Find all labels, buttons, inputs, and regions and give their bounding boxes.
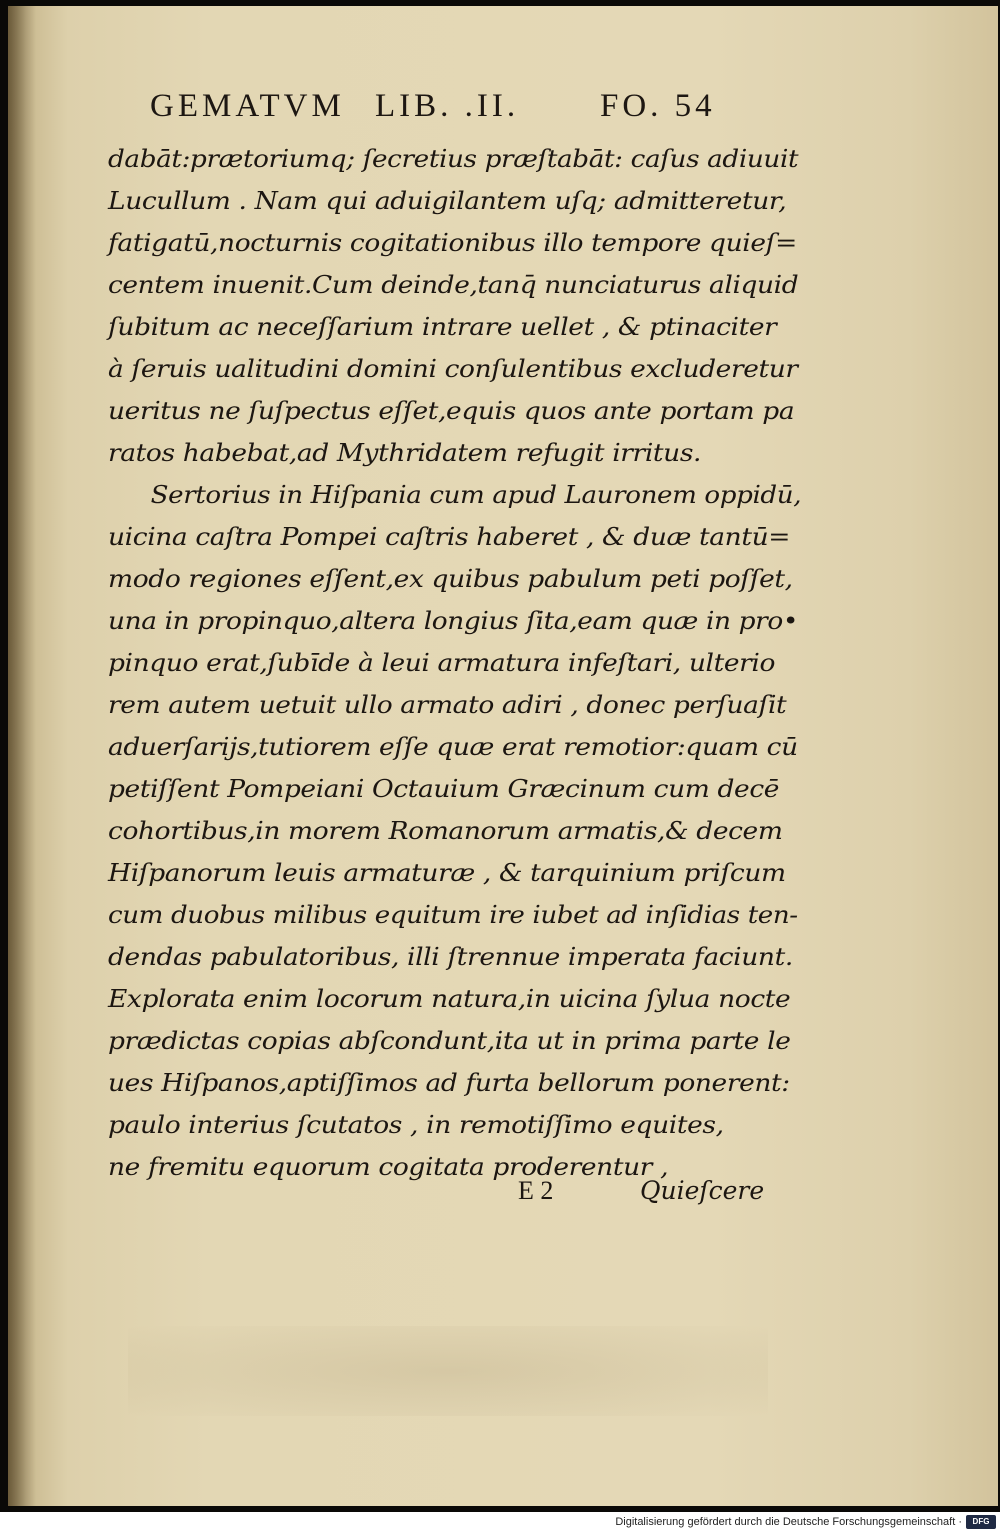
text-block [108, 138, 802, 1188]
text-line: cum duobus milibus equitum ire iubet ad inſidias ten- [108, 900, 798, 929]
text-line: paulo interius ſcutatos , in remotiſſimo equites, [108, 1110, 724, 1139]
text-line: ne fremitu equorum cogitata proderentur , [108, 1152, 669, 1181]
running-title: GEMATVM [150, 88, 345, 124]
text-line: dabāt:prætoriumq; ſecretius præſtabāt: caſus adiuuit [108, 144, 799, 173]
text-line: una in propinquo,altera longius ſita,eam quæ in pro• [108, 606, 799, 635]
catchline [518, 1172, 788, 1214]
paper-stain [128, 1326, 768, 1416]
text-line: à ſeruis ualitudini domini conſulentibus excluderetur [108, 354, 798, 383]
book-number: LIB. .II. [375, 88, 520, 124]
book-page [8, 6, 998, 1506]
text-line: aduerſarijs,tutiorem eſſe quæ erat remotior:quam cū [108, 732, 798, 761]
text-line: centem inuenit.Cum deinde,tanq̄ nunciaturus aliquid [108, 270, 799, 299]
text-line: modo regiones eſſent,ex quibus pabulum peti poſſet, [108, 564, 793, 593]
text-line: uicina caſtra Pompei caſtris haberet , & duæ tantū= [108, 522, 791, 551]
signature-mark: E 2 [518, 1176, 554, 1205]
text-line: cohortibus,in morem Romanorum armatis,& decem [108, 816, 783, 845]
text-line: dendas pabulatoribus, illi ſtrennue imperata faciunt. [108, 942, 793, 971]
gutter-shadow [8, 6, 36, 1506]
text-line: ueritus ne ſuſpectus eſſet,equis quos ante portam pa [108, 396, 795, 425]
text-line: Hiſpanorum leuis armaturæ , & tarquinium priſcum [108, 858, 786, 887]
text-line: ratos habebat,ad Mythridatem refugit irritus. [108, 438, 702, 467]
text-line: rem autem uetuit ullo armato adiri , donec perſuaſit [108, 690, 787, 719]
text-line: prædictas copias abſcondunt,ita ut in prima parte le [108, 1026, 791, 1055]
text-line: petiſſent Pompeiani Octauium Græcinum cum decē [108, 774, 780, 803]
text-line: fatigatū,nocturnis cogitationibus illo tempore quieſ= [108, 228, 797, 257]
text-line: Explorata enim locorum natura,in uicina ſylua nocte [108, 984, 791, 1013]
digitization-footer [0, 1512, 1000, 1533]
text-line: pinquo erat,ſubīde à leui armatura infeſtari, ulterio [108, 648, 776, 677]
folio-number: FO. 54 [600, 88, 716, 124]
text-line: Sertorius in Hiſpania cum apud Lauronem oppidū, [150, 480, 802, 509]
funding-credit: Digitalisierung gefördert durch die Deutsche Forschungsgemeinschaft · [615, 1516, 962, 1528]
text-line: ues Hiſpanos,aptiſſimos ad furta bellorum ponerent: [108, 1068, 790, 1097]
text-line: ſubitum ac neceſſarium intrare uellet , & ptinaciter [108, 312, 777, 341]
dfg-logo: DFG [966, 1515, 996, 1529]
running-header [150, 88, 740, 128]
catchword: Quieſcere [640, 1176, 765, 1205]
text-line: Lucullum . Nam qui aduigilantem uſq; admitteretur, [108, 186, 787, 215]
